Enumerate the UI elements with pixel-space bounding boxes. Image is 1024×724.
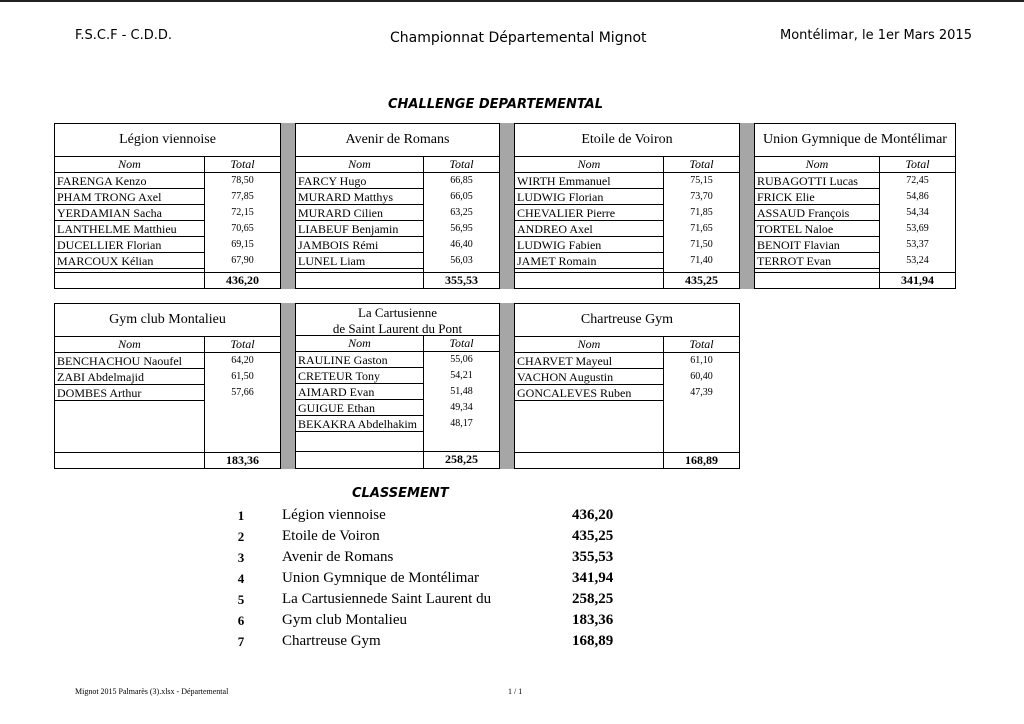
member-score: 56,95 <box>450 223 473 234</box>
section-title: CHALLENGE DEPARTEMENTAL <box>388 97 604 112</box>
team-total: 341,94 <box>879 273 955 289</box>
header-title: Championnat Départemental Mignot <box>390 30 647 46</box>
member-name: MARCOUX Kélian <box>55 253 204 269</box>
member-score: 61,50 <box>231 371 254 382</box>
member-score: 46,40 <box>450 239 473 250</box>
column-separator <box>281 123 295 289</box>
member-name: CHEVALIER Pierre <box>515 205 663 221</box>
ranking-team: Chartreuse Gym <box>282 633 381 649</box>
team-name-line-2: de Saint Laurent du Pont <box>332 321 463 336</box>
column-separator <box>500 303 514 469</box>
team-name <box>296 304 499 336</box>
ranking-team: Gym club Montalieu <box>282 612 407 628</box>
column-header-total: Total <box>423 336 499 351</box>
member-score: 57,66 <box>231 387 254 398</box>
team-name-line-1: La Cartusienne <box>357 305 438 320</box>
team-total: 183,36 <box>204 453 280 469</box>
member-score: 54,21 <box>450 370 473 381</box>
column-header-total: Total <box>879 157 955 172</box>
column-header-nom: Nom <box>577 337 601 351</box>
member-name: TORTEL Naloe <box>755 221 879 237</box>
member-score: 49,34 <box>450 402 473 413</box>
ranking-total: 258,25 <box>572 591 614 607</box>
team-total-row <box>515 452 739 469</box>
member-score: 78,50 <box>231 175 254 186</box>
team-name: Gym club Montalieu <box>55 304 280 337</box>
member-name: BEKAKRA Abdelhakim <box>296 416 423 432</box>
member-score: 70,65 <box>231 223 254 234</box>
column-separator <box>281 303 295 469</box>
column-headers <box>55 157 280 173</box>
member-score: 51,48 <box>450 386 473 397</box>
member-name: RAULINE Gaston <box>296 352 423 368</box>
member-name: LUNEL Liam <box>296 253 423 269</box>
member-score: 48,17 <box>450 418 473 429</box>
ranking-total: 355,53 <box>572 549 614 565</box>
column-separator <box>500 123 514 289</box>
ranking-row <box>230 547 613 568</box>
team-table-gym-club-montalieu <box>54 303 281 469</box>
team-total: 436,20 <box>204 273 280 289</box>
member-name: YERDAMIAN Sacha <box>55 205 204 221</box>
member-score: 71,50 <box>690 239 713 250</box>
member-name: CHARVET Mayeul <box>515 353 663 369</box>
header-organisation: F.S.C.F - C.D.D. <box>75 28 173 43</box>
member-name: ANDREO Axel <box>515 221 663 237</box>
team-total-row <box>55 452 280 469</box>
team-name: Union Gymnique de Montélimar <box>755 124 955 157</box>
member-name: WIRTH Emmanuel <box>515 173 663 189</box>
team-total: 355,53 <box>423 273 499 289</box>
member-name: VACHON Augustin <box>515 369 663 385</box>
ranking-team: Avenir de Romans <box>282 549 394 565</box>
ranking-team: Etoile de Voiron <box>282 528 380 544</box>
ranking-row <box>230 505 613 526</box>
column-header-nom: Nom <box>348 336 371 350</box>
member-name: BENOIT Flavian <box>755 237 879 253</box>
member-name: TERROT Evan <box>755 253 879 269</box>
member-name: FRICK Elie <box>755 189 879 205</box>
member-name: ASSAUD François <box>755 205 879 221</box>
member-score: 67,90 <box>231 255 254 266</box>
member-score: 75,15 <box>690 175 713 186</box>
column-header-nom: Nom <box>118 337 141 351</box>
team-name: Etoile de Voiron <box>515 124 739 157</box>
ranking-row <box>230 610 613 631</box>
team-name: Légion viennoise <box>55 124 280 157</box>
header-date: Montélimar, le 1er Mars 2015 <box>780 28 972 43</box>
team-name: Chartreuse Gym <box>515 304 739 337</box>
member-score: 71,65 <box>690 223 713 234</box>
member-score: 72,45 <box>906 175 929 186</box>
member-name: FARENGA Kenzo <box>55 173 204 189</box>
member-name: LIABEUF Benjamin <box>296 221 423 237</box>
team-table-legion-viennoise <box>54 123 281 289</box>
column-header-nom: Nom <box>348 157 371 171</box>
member-name: GONCALEVES Ruben <box>515 385 663 401</box>
team-total-row <box>515 272 739 289</box>
team-total-row <box>55 272 280 289</box>
footer-page-number: 1 / 1 <box>508 687 523 696</box>
ranking-total: 436,20 <box>572 507 614 523</box>
member-name: DUCELLIER Florian <box>55 237 204 253</box>
column-headers <box>296 157 499 173</box>
member-score: 54,34 <box>906 207 929 218</box>
member-score: 69,15 <box>231 239 254 250</box>
team-table-la-cartusienne <box>295 303 500 469</box>
member-score: 64,20 <box>231 355 254 366</box>
footer-filename: Mignot 2015 Palmarès (3).xlsx - Départemental <box>75 687 229 696</box>
member-name: LANTHELME Matthieu <box>55 221 204 237</box>
ranking-total: 341,94 <box>572 570 614 586</box>
member-score: 73,70 <box>690 191 713 202</box>
member-score: 71,85 <box>690 207 713 218</box>
member-score: 54,86 <box>906 191 929 202</box>
column-header-total: Total <box>423 157 499 172</box>
page-top-border <box>0 0 1024 2</box>
column-header-total: Total <box>204 157 280 172</box>
ranking-team: La Cartusiennede Saint Laurent du <box>282 591 492 607</box>
member-name: BENCHACHOU Naoufel <box>55 353 204 369</box>
team-table-chartreuse-gym <box>514 303 740 469</box>
ranking-total: 183,36 <box>572 612 614 628</box>
ranking-team: Union Gymnique de Montélimar <box>282 570 480 586</box>
ranking-total: 168,89 <box>572 633 614 649</box>
ranking-pos: 1 <box>237 508 245 523</box>
member-name: LUDWIG Fabien <box>515 237 663 253</box>
ranking-pos: 6 <box>237 613 245 628</box>
ranking-pos: 4 <box>237 571 245 586</box>
ranking-row <box>230 526 613 547</box>
team-name: Avenir de Romans <box>296 124 499 157</box>
member-score: 56,03 <box>450 255 473 266</box>
member-name: RUBAGOTTI Lucas <box>755 173 879 189</box>
team-total-row <box>296 272 499 289</box>
column-header-total: Total <box>663 157 739 172</box>
ranking-title: CLASSEMENT <box>352 486 449 501</box>
column-headers <box>515 337 739 353</box>
column-headers <box>55 337 280 353</box>
member-name: MURARD Cilien <box>296 205 423 221</box>
ranking-row <box>230 631 613 652</box>
ranking-pos: 5 <box>237 592 245 607</box>
column-header-total: Total <box>663 337 739 352</box>
member-name: AIMARD Evan <box>296 384 423 400</box>
team-total: 435,25 <box>663 273 739 289</box>
team-total-row <box>755 272 955 289</box>
ranking-row <box>230 589 613 610</box>
ranking-total: 435,25 <box>572 528 614 544</box>
member-score: 55,06 <box>450 354 473 365</box>
team-table-union-gymnique <box>754 123 956 289</box>
member-score: 47,39 <box>690 387 713 398</box>
member-score: 72,15 <box>231 207 254 218</box>
member-score: 61,10 <box>690 355 713 366</box>
member-name: JAMBOIS Rémi <box>296 237 423 253</box>
team-total: 168,89 <box>663 453 739 469</box>
column-headers <box>755 157 955 173</box>
ranking-pos: 2 <box>237 529 245 544</box>
member-name: PHAM TRONG Axel <box>55 189 204 205</box>
column-header-nom: Nom <box>805 157 829 171</box>
team-total-row <box>296 451 499 468</box>
ranking-pos: 3 <box>237 550 245 565</box>
column-header-nom: Nom <box>118 157 141 171</box>
team-total: 258,25 <box>423 452 499 468</box>
member-name: CRETEUR Tony <box>296 368 423 384</box>
ranking-pos: 7 <box>237 634 245 649</box>
member-score: 66,05 <box>450 191 473 202</box>
member-name: GUIGUE Ethan <box>296 400 423 416</box>
column-header-nom: Nom <box>577 157 601 171</box>
member-name: LUDWIG Florian <box>515 189 663 205</box>
member-score: 53,69 <box>906 223 929 234</box>
column-headers <box>515 157 739 173</box>
member-score: 66,85 <box>450 175 473 186</box>
column-separator <box>740 123 754 289</box>
column-header-total: Total <box>204 337 280 352</box>
member-name: DOMBES Arthur <box>55 385 204 401</box>
team-table-etoile-de-voiron <box>514 123 740 289</box>
ranking-team: Légion viennoise <box>282 507 386 523</box>
ranking-row <box>230 568 613 589</box>
column-headers <box>296 336 499 352</box>
member-score: 60,40 <box>690 371 713 382</box>
member-name: FARCY Hugo <box>296 173 423 189</box>
member-name: MURARD Matthys <box>296 189 423 205</box>
member-name: ZABI Abdelmajid <box>55 369 204 385</box>
member-score: 53,24 <box>906 255 929 266</box>
member-score: 53,37 <box>906 239 929 250</box>
member-score: 71,40 <box>690 255 713 266</box>
member-score: 77,85 <box>231 191 254 202</box>
member-name: JAMET Romain <box>515 253 663 269</box>
member-score: 63,25 <box>450 207 473 218</box>
team-table-avenir-de-romans <box>295 123 500 289</box>
